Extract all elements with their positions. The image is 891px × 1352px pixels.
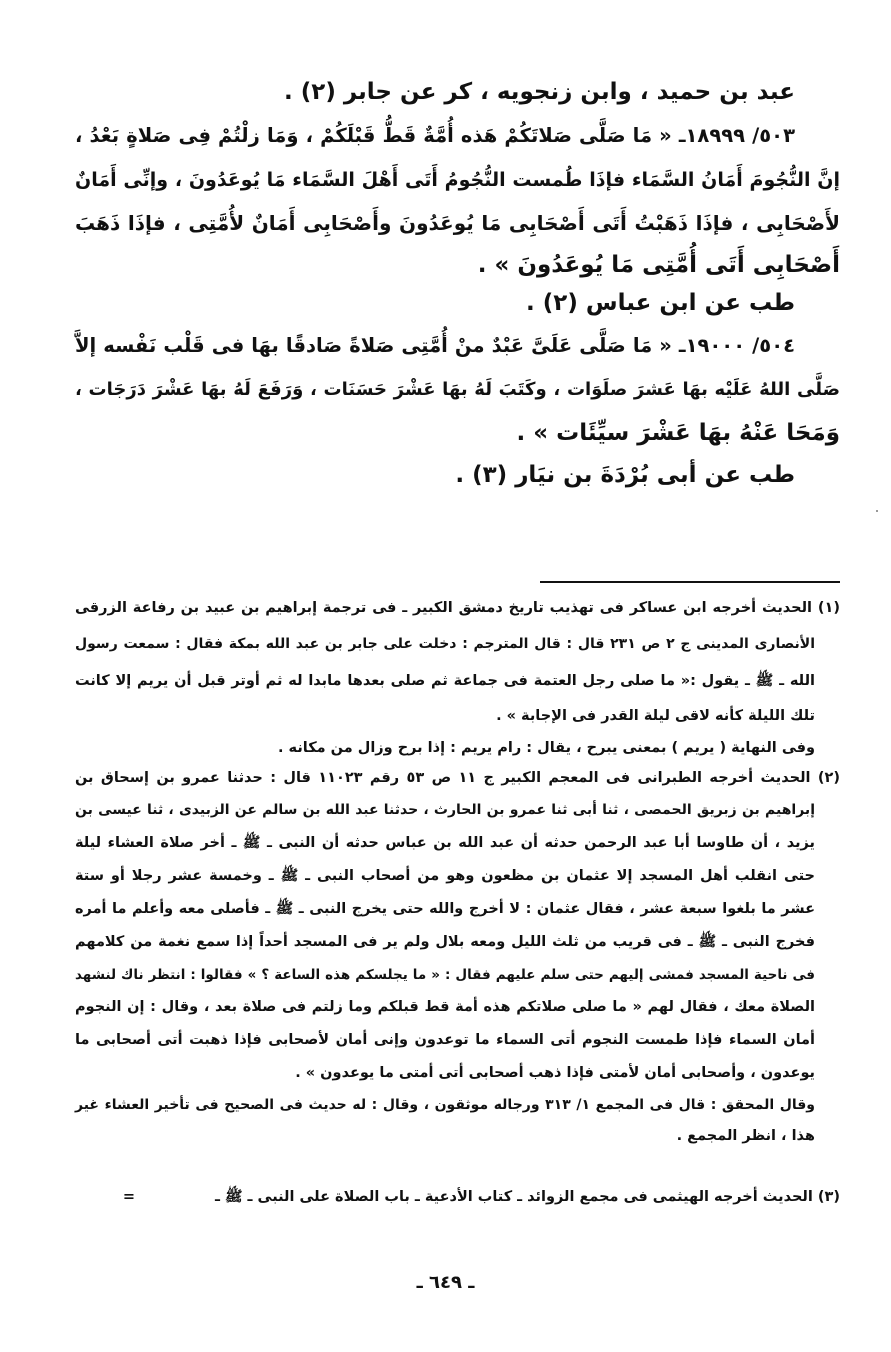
- footnote-1: (١) الحديث أخرجه ابن عساكر فى تهذيب تاريخ دمشق الكبير ـ فى ترجمة إبراهيم بن عبيد بن رفاعة الزرقى: [75, 600, 840, 616]
- footnote-2: (٢) الحديث أخرجه الطبرانى فى المعجم الكبير ج ١١ ص ٥٣ رقم ١١٠٢٣ قال : حدثنا عمرو بن إسحاق بن: [75, 770, 840, 786]
- footnote-line: وقال المحقق : قال فى المجمع ١/ ٣١٣ ورجاله موثقون ، وقال : له حديث فى الصحيح فى تأخير العشاء غير: [75, 1097, 815, 1113]
- footnote-line: وفى النهاية ( يريم ) بمعنى يبرح ، يقال : رام يريم : إذا برح وزال من مكانه .: [277, 740, 815, 756]
- footnote-line: يوعدون ، وأصحابى أمان لأمتى فإذا ذهب أصحابى أتى أمتى ما يوعدون » .: [295, 1065, 815, 1081]
- footnote-line: إبراهيم بن زبريق الحمصى ، ثنا أبى ثنا عمرو بن الحارث ، حدثنا عبد الله بن سالم عن الزبيدى ، ثنا عيسى بن: [75, 802, 815, 818]
- footnote-line: حتى انقلب أهل المسجد إلا عثمان بن مظعون وهو من أصحاب النبى ـ ﷺ ـ وخمسة عشر رجلا أو ستة: [75, 868, 815, 884]
- footnote-separator: [540, 581, 840, 583]
- footnote-3: (٣) الحديث أخرجه الهيثمى فى مجمع الزوائد ـ كتاب الأدعية ـ باب الصلاة على النبى ـ ﷺ ـ: [214, 1189, 840, 1205]
- scan-speck: [876, 510, 878, 512]
- text-line: عبد بن حميد ، وابن زنجويه ، كر عن جابر (٢) .: [284, 79, 795, 105]
- text-line: لأَصْحَابِى ، فإذَا ذَهَبْتُ أَتَى أَصْحَابِى مَا يُوعَدُونَ وأَصْحَابِى أَمَانٌ لأُمَّتِى ، فإذَا ذَهَبَ: [75, 211, 840, 235]
- footnote-line: هذا ، انظر المجمع .: [676, 1128, 815, 1144]
- source-line: طب عن أبى بُرْدَةَ بن نيَار (٣) .: [455, 462, 795, 488]
- footnote-line: عشر ما بلغوا سبعة عشر ، فقال عثمان : لا أخرج والله حتى يخرج النبى ـ ﷺ ـ فأصلى معه وأعلم ما أمره: [75, 901, 815, 917]
- continuation-mark: =: [122, 1189, 135, 1205]
- footnote-line: يزيد ، أن طاوسا أبا عبد الرحمن حدثه أن عبد الله بن عباس حدثه أن النبى ـ ﷺ ـ أخر صلاة العشاء ليلة: [75, 835, 815, 851]
- footnote-line: تلك الليلة كأنه لاقى ليلة القدر فى الإجابة » .: [496, 708, 815, 724]
- footnote-line: الله ـ ﷺ ـ يقول :« ما صلى رجل العتمة فى جماعة ثم صلى بعدها مابدا له ثم أوتر قبل أن يريم إلا كانت: [75, 673, 815, 689]
- text-line: صَلَّى اللهُ عَلَيْه بهَا عَشرَ صلَوَات ، وكَتَبَ لَهُ بهَا عَشْرَ حَسَنَات ، وَرَفَعَ لَهُ بهَا عَشْرَ دَرَجَات ،: [75, 379, 840, 400]
- page-number: ـ ٦٤٩ ـ: [416, 1272, 475, 1293]
- source-line: طب عن ابن عباس (٢) .: [526, 290, 795, 316]
- footnote-line: أمان السماء فإذا طمست النجوم أتى السماء ما توعدون وإنى أمان لأصحابى فإذا ذهبت أتى أصحابى ما: [75, 1032, 815, 1048]
- text-line: أَصْحَابِى أَتَى أُمَّتِى مَا يُوعَدُونَ » .: [477, 252, 840, 278]
- footnote-line: الصلاة معك ، فقال لهم « ما صلى صلاتكم هذه أمة قط قبلكم وما زلتم فى صلاة بعد ، وقال : إن النجوم: [75, 999, 815, 1015]
- footnote-line: الأنصارى المدينى ج ٢ ص ٢٣١ قال : قال المترجم : دخلت على جابر بن عبد الله بمكة فقال : سمعت رسول: [75, 636, 815, 652]
- hadith-504-line: ٥٠٤/ ١٩٠٠٠ـ « مَا صَلَّى عَلَىَّ عَبْدٌ منْ أُمَّتِى صَلاةً صَادقًا بهَا فى قَلْب نَفْسه إلاَّ: [75, 334, 796, 357]
- text-line: وَمَحَا عَنْهُ بهَا عَشْرَ سيِّئَات » .: [516, 420, 840, 446]
- hadith-503-line: ٥٠٣/ ١٨٩٩٩ـ « مَا صَلَّى صَلاتَكُمْ هَذه أُمَّةٌ قَطُّ قَبْلَكُمْ ، وَمَا زلْتُمْ فِى صَلاةٍ بَعْدُ ،: [75, 124, 795, 147]
- text-line: إنَّ النُّجُومَ أَمَانُ السَّمَاء فإذَا طُمست النُّجُومُ أَتَى أَهْلَ السَّمَاء مَا يُوعَدُونَ ، وإنِّى أَمَانٌ: [75, 169, 840, 191]
- footnote-line: فخرج النبى ـ ﷺ ـ فى قريب من ثلث الليل ومعه بلال ولم ير فى المسجد أحداً إذا سمع نغمة من كلامهم: [75, 934, 815, 950]
- footnote-line: فى ناحية المسجد فمشى إليهم حتى سلم عليهم فقال : « ما يجلسكم هذه الساعة ؟ » فقالوا : انتظر ناك لنشهد: [75, 967, 815, 983]
